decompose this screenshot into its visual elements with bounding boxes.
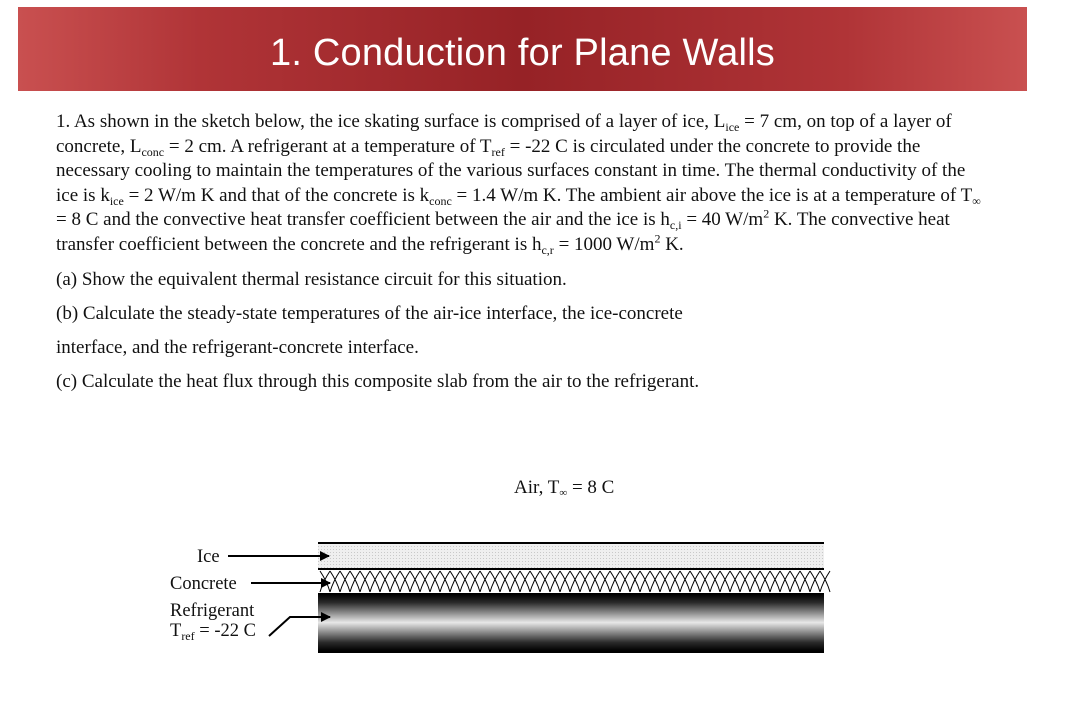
air-label: Air, $T_\infty = 8$ C	[514, 477, 615, 499]
part-b: (b) Calculate the steady-state temperatures of the air-ice interface, the ice-concrete	[56, 303, 683, 325]
refrigerant-channel	[318, 594, 824, 651]
ice-layer	[318, 543, 824, 570]
tref-label: $T_{ref} = -22$ C	[170, 621, 256, 643]
refrigerant-label: Refrigerant	[170, 601, 255, 621]
part-b-continued: interface, and the refrigerant-concrete interface.	[56, 336, 419, 358]
concrete-label: Concrete	[170, 574, 237, 594]
problem-intro: 1. As shown in the sketch below, the ice skating surface is comprised of a layer of ice, $L_{ice} = 7$ cm, on top of a layer of concrete, $L_{conc} = 2$ cm. A refrigerant at a temperature of $T_{ref} = -22$ C is circulated under the concrete to provide the necessary cooling to maintain the temperatures of the various surfaces constant in time. The thermal conductivity of the ice is $k_{ice} = 2$ W/m K and that of the concrete is $k_{conc} = 1.4$ W/m K. The ambient air above the ice is at a temperature of $T_\infty = 8$ C and the convective heat transfer coefficient between the air and the ice is $h_{c,i} = 40$ $W/m^2$ K. The convective heat transfer coefficient between the concrete and the refrigerant is $h_{c,r} = 1000$ $W/m^2$ K.	[56, 111, 981, 257]
part-c: (c) Calculate the heat flux through this composite slab from the air to the refrigerant.	[56, 371, 700, 393]
ice-label: Ice	[197, 547, 220, 567]
concrete-layer	[320, 571, 830, 592]
page-title: 1. Conduction for Plane Walls	[270, 32, 775, 74]
part-a: (a) Show the equivalent thermal resistance circuit for this situation.	[56, 268, 567, 290]
